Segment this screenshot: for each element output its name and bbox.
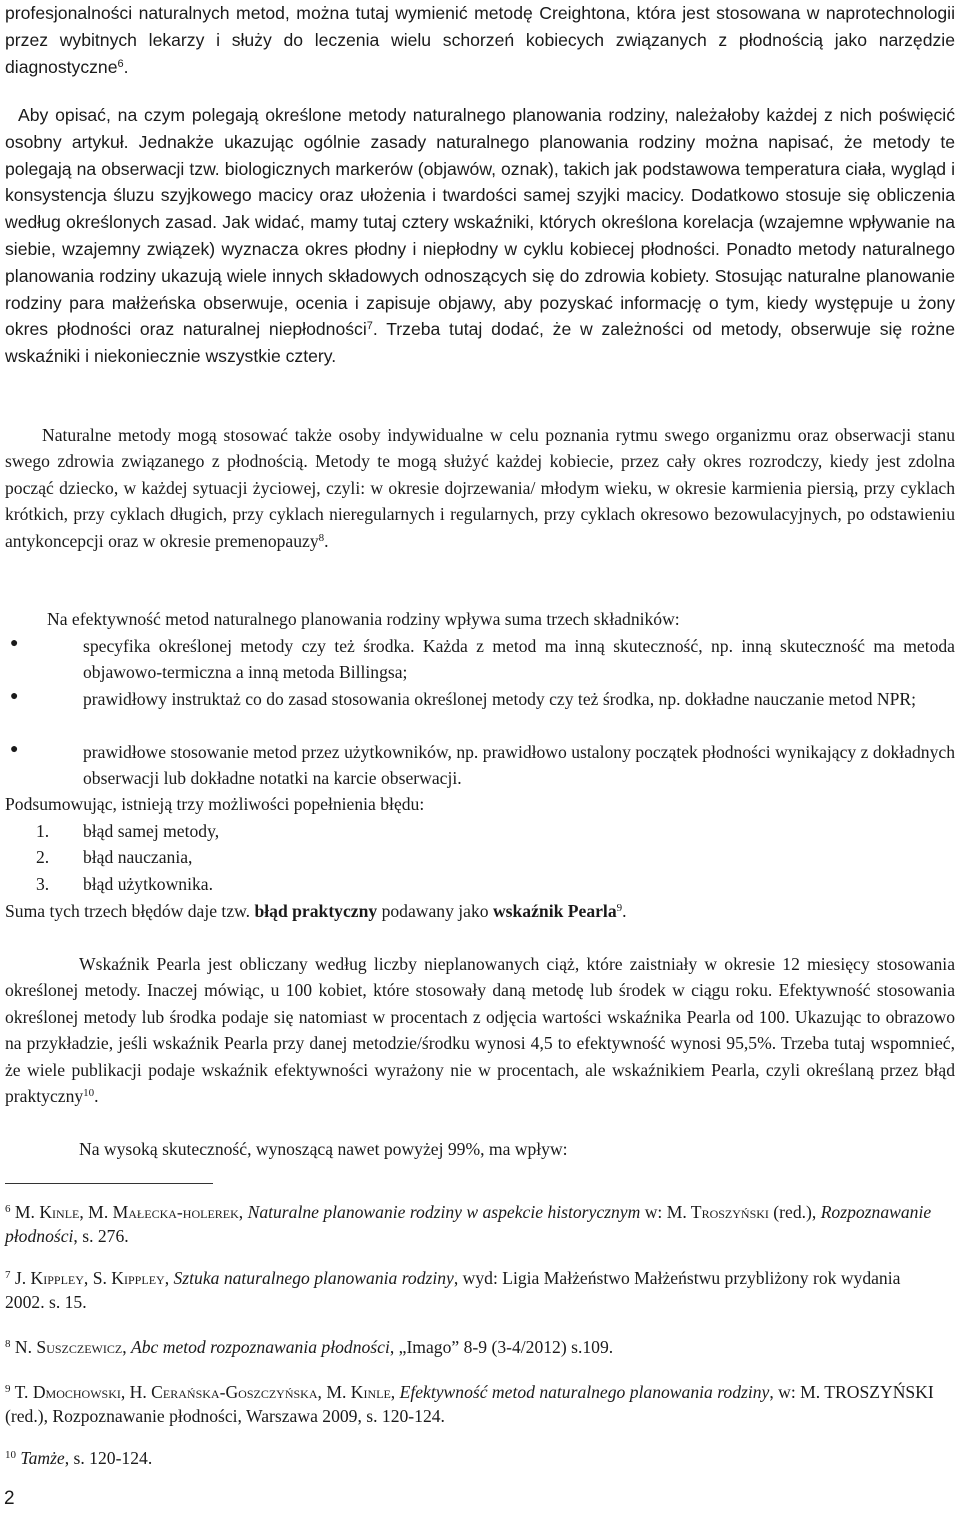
author-name: ałecka-holerek [128,1202,239,1222]
list-number: 1. [36,821,50,841]
page-number: 2 [4,1488,15,1509]
paragraph-text: . Trzeba tutaj dodać, że w zależności od metody, obserwuje się rożne wskaźniki i niekoniecznie wszystkie cztery. [5,319,955,367]
author-name: oszczyńska [238,1382,318,1402]
author-name: ippley [124,1268,165,1288]
footnote-text: , w: M. TROSZYŃSKI (red.), Rozpoznawanie płodności, Warszawa 2009, s. 120-124. [5,1382,934,1426]
footnote-text: , s. 120-124. [64,1448,153,1468]
footnote-text: -G [219,1382,239,1402]
footnote-text: , M. K [317,1382,364,1402]
footnote-text: , M. M [79,1202,129,1222]
paragraph-text: . [622,901,627,921]
summary-sentence [5,898,627,924]
footnote-text: , H. C [120,1382,163,1402]
efficiency-intro: Na efektywność metod naturalnego planowania rodziny wpływa suma trzech składników: [47,609,680,629]
paragraph-individual-use [5,422,955,554]
paragraph-text: Suma tych trzech błędów daje tzw. [5,901,255,921]
bullet-marker: ● [10,636,19,651]
paragraph-high-effectiveness: Na wysoką skuteczność, wynoszącą nawet powyżej 99%, ma wpływ: [79,1139,568,1159]
list-item: błąd nauczania, [83,847,193,867]
summary-intro: Podsumowując, istnieją trzy możliwości popełnienia błędu: [5,794,425,814]
work-title: Tamże [20,1448,65,1468]
list-item: błąd użytkownika. [83,874,213,894]
bullet-item: prawidłowy instruktaż co do zasad stosowania określonej metody czy też środka, np. dokładne nauczanie metod NPR; [83,689,917,709]
work-title: Efektywność metod naturalnego planowania rodziny [399,1382,770,1402]
bullet-marker: ● [10,742,19,757]
footnote-text: , „Imago” 8-9 (3-4/2012) s.109. [389,1337,614,1357]
author-name: uszczewicz [46,1337,123,1357]
author-name: ippley [43,1268,84,1288]
paragraph-pearl-index [5,951,955,1109]
footnote-text: , [390,1382,400,1402]
footnote-text: J. K [10,1268,44,1288]
paragraph-text: Naturalne metody mogą stosować także osoby indywidualne w celu poznania rytmu swego organizmu oraz obserwacji stanu swego zdrowia związanego z płodnością. Metody te mogą służyć każdej kobiecie, przez cały okres rozrodczy, kiedy jest zdolna począć dziecko, w każdej sytuacji życiowej, czyli: w okresie dojrzewania/ młodym wieku, w okresie karmienia piersią, przy cyklach krótkich, przy cyklach długich, przy cyklach nieregularnych i regularnych, przy cyklach okresowo bezowulacyjnych, po odstawieniu antykoncepcji oraz w okresie premenopauzy [5,425,955,551]
paragraph-text: . [324,530,329,551]
work-title: Rozpoznawanie płodności [5,1202,932,1246]
footnote-text: (red.), [768,1202,821,1222]
list-item: błąd samej metody, [83,821,220,841]
footnote-text: , wyd: Ligia Małżeństwo Małżeństwu przybliżony rok wydania 2002. s. 15. [5,1268,901,1312]
footnote-8 [5,1336,935,1360]
bullet-marker: ● [10,689,19,704]
footnote-ref: 10 [83,1087,95,1100]
footnote-text: T. D [10,1382,46,1402]
footnote-ref: 8 [318,531,325,544]
footnote-text: , S. K [83,1268,125,1288]
author-name: roszyński [701,1202,769,1222]
footnote-text: , s. 276. [73,1225,129,1246]
footnote-text: M. K [10,1202,53,1222]
paragraph-text: Aby opisać, na czym polegają określone metody naturalnego planowania rodziny, należałoby każdej z nich poświęcić osobny artykuł. Jednakże ukazując ogólnie zasady naturalnego planowania rodziny można napisać, że metody te polegają na obserwacji tzw. biologicznych markerów (objawów, oznak), takich jak podstawowa temperatura ciała, wygląd i konsystencja śluzu szyjkowego macicy oraz ułożenia i twardości samej szyjki macicy. Dodatkowo stosuje się obliczenia według określonych zasad. Jak widać, mamy tutaj cztery wskaźniki, których określona korelacja (wzajemne wpływanie na siebie, wzajemny związek) wyznacza okres płodny i niepłodny w cyklu kobiecej płodności. Ponadto metody naturalnego planowania rodziny ukazują wiele innych składowych odnoszących się do zdrowia kobiety. Stosując naturalne planowanie rodziny para małżeńska obserwuje, ocenia i zapisuje objawy, aby pozyskać informację o tym, kiedy występuje u żony okres płodności oraz naturalnej niepłodności [5,105,955,340]
work-title: Sztuka naturalnego planowania rodziny [173,1268,454,1288]
author-name: erańska [162,1382,220,1402]
footnote-10 [5,1447,935,1471]
paragraph-text: . [123,56,129,77]
work-title: Naturalne planowanie rodziny w aspekcie historycznym [247,1202,641,1222]
author-name: inle [52,1202,80,1222]
footnote-number: 9 [5,1383,11,1395]
bold-term: wskaźnik Pearla [492,901,617,921]
author-name: inle [363,1382,391,1402]
footnote-number: 8 [5,1338,11,1350]
footnote-number: 7 [5,1269,11,1281]
footnote-text: N. S [10,1337,47,1357]
footnote-ref: 6 [117,57,124,70]
footnote-text: , [122,1337,131,1357]
footnote-text: , [164,1268,174,1288]
footnote-text: w: M. T [640,1202,702,1222]
footnote-ref: 9 [616,902,623,914]
list-number: 3. [36,874,50,894]
footnote-9 [5,1381,935,1428]
footnote-6 [5,1201,935,1248]
paragraph-text: podawany jako [377,901,493,921]
footnote-number: 6 [5,1203,11,1215]
author-name: mochowski [45,1382,121,1402]
footnote-separator [5,1183,213,1184]
list-number: 2. [36,847,50,867]
paragraph-creighton [5,0,955,80]
paragraph-text: . [94,1086,99,1107]
bullet-item: specyfika określonej metody czy też środka. Każda z metod ma inną skuteczność, np. inną skuteczność ma metoda objawowo-termiczna a inną metoda Billingsa; [83,636,955,683]
bold-term: błąd praktyczny [254,901,378,921]
paragraph-text: profesjonalności naturalnych metod, można tutaj wymienić metodę Creightona, która jest stosowana w naprotechnologii przez wybitnych lekarzy i służy do leczenia wielu schorzeń kobiecych związanych z płodnością jako narzędzie diagnostyczne [5,3,955,77]
footnote-number: 10 [5,1449,16,1461]
paragraph-methods-description [5,102,955,370]
paragraph-text: Wskaźnik Pearla jest obliczany według liczby nieplanowanych ciąż, które zaistniały w okresie 12 miesięcy stosowania określonej metody. Inaczej mówiąc, u 100 kobiet, które stosowały daną metodę lub środek w ciągu roku. Efektywność stosowania określonej metody lub środka podaje się natomiast w procentach z odjęcia wartości wskaźnika Pearla od 100. Ukazując to obrazowo na przykładzie, jeśli wskaźnik Pearla przy danej metodzie/środku wynosi 4,5 to efektywność wynosi 95,5%. Trzeba tutaj wspomnieć, że wiele publikacji podaje wskaźnik efektywności wyrażony nie w procentach, ale wskaźnikiem Pearla, czyli określaną przez błąd praktyczny [5,954,955,1107]
bullet-item: prawidłowe stosowanie metod przez użytkowników, np. prawidłowo ustalony początek płodności wynikający z dokładnych obserwacji lub dokładne notatki na karcie obserwacji. [83,742,955,789]
footnote-7 [5,1267,935,1314]
footnote-text: , [238,1202,248,1222]
work-title: Abc metod rozpoznawania płodności [130,1337,390,1357]
footnote-ref: 7 [366,320,373,333]
